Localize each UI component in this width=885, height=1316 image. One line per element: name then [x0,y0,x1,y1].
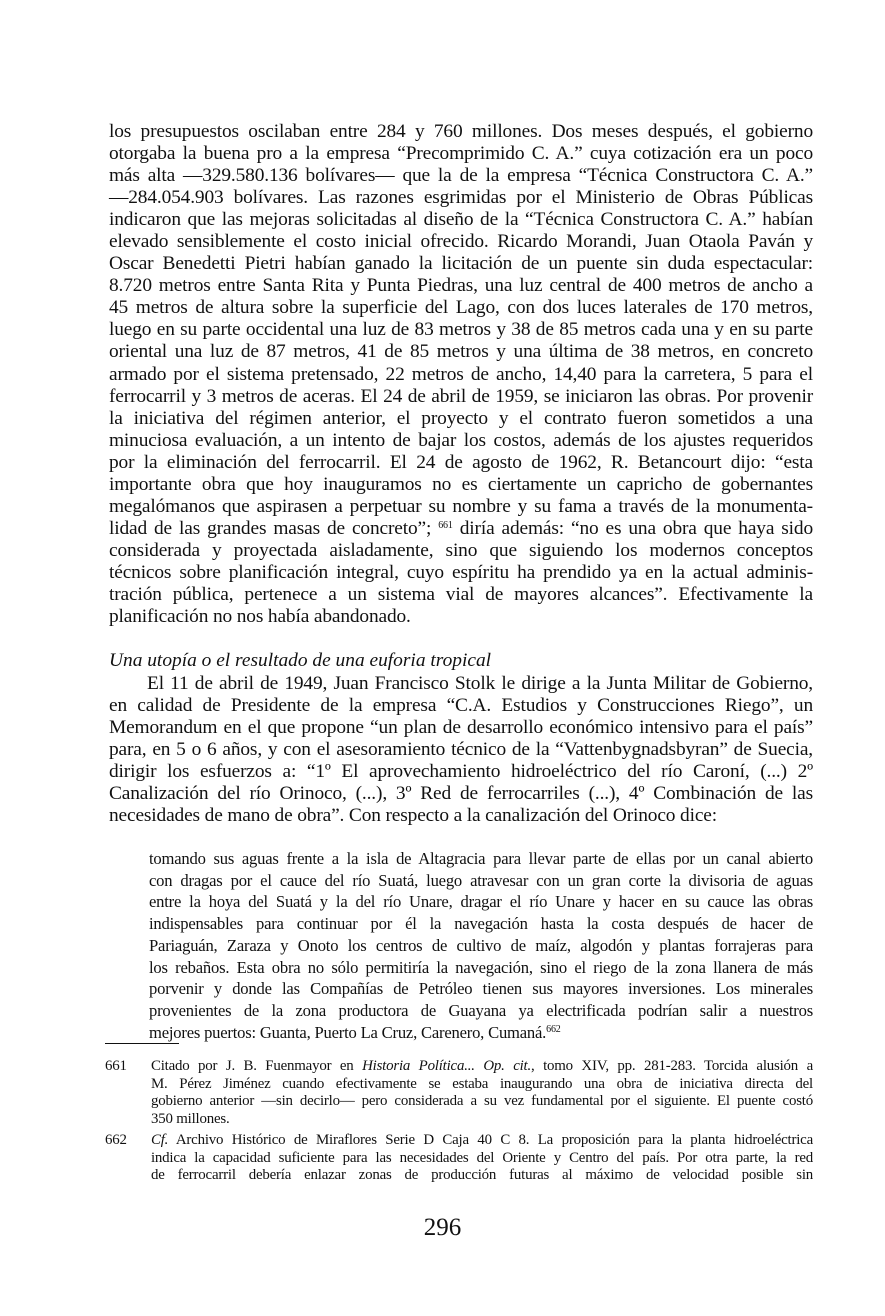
text-line: indicaron que las mejoras solicitadas al diseño de la “Técnica Constructora C. A.” habían [109,209,813,231]
paragraph-bridge-contract [109,121,813,628]
text-line: técnicos sobre planificación integral, cuyo espíritu ha prendido ya en la actual adminis- [109,561,813,583]
text-line: los presupuestos oscilaban entre 284 y 760 millones. Dos meses después, el gobierno [109,121,813,142]
quote-line: con dragas por el cauce del río Suatá, luego atravesar con un gran corte la divisoria de aguas [149,870,813,890]
text-line: dirigir los esfuerzos a: “1º El aprovechamiento hidroeléctrico del río Caroní, (...) 2º [109,761,813,783]
text-line: El 11 de abril de 1949, Juan Francisco Stolk le dirige a la Junta Militar de Gobierno, [147,673,813,694]
footnote-body [151,1132,813,1185]
quote-line: entre la hoya del Suatá y la del río Unare, dragar el río Unare y hacer en su cauce las obras [149,892,813,912]
footnote-separator [105,1043,179,1044]
text-segment: , tomo XIV, pp. 281-283. Torcida alusión a [531,1058,813,1074]
text-segment: lidad de las grandes masas de concreto”; [109,517,432,539]
quote-line: porvenir y donde las Compañías de Petróleo tienen sus mayores inversiones. Los minerales [149,979,813,999]
text-line: otorgaba la buena pro a la empresa “Precomprimido C. A.” cuya cotización era un poco [109,143,813,165]
footnote-line [151,1058,813,1076]
text-line: por la eliminación del ferrocarril. El 24 de agosto de 1962, R. Betancourt dijo: “esta [109,451,813,473]
text-line: Memorandum en el que propone “un plan de desarrollo económico intensivo para el país” [109,717,813,739]
quote-line: los rebaños. Esta obra no sólo permitiría la navegación, sino el riego de la zona llanera de más [149,957,813,977]
text-line: necesidades de mano de obra”. Con respecto a la canalización del Orinoco dice: [109,805,717,827]
text-line: considerada y proyectada aisladamente, sino que siguiendo los modernos conceptos [109,539,813,561]
footnote-body [151,1058,813,1129]
text-line: 8.720 metros entre Santa Rita y Punta Piedras, una luz central de 400 metros de ancho a [109,275,813,297]
text-line: la iniciativa del régimen anterior, el proyecto y el contrato fueron sometidos a una [109,407,813,429]
citation-title: Historia Política... Op. cit. [362,1058,531,1074]
text-line: Oscar Benedetti Pietri habían ganado la licitación de un puente sin duda espectacular: [109,253,813,275]
text-line: minuciosa evaluación, a un intento de bajar los costos, además de los ajustes requeridos [109,429,813,451]
text-line: 45 metros de altura sobre la superficie del Lago, con dos luces laterales de 170 metros, [109,297,813,319]
text-line: Canalización del río Orinoco, (...), 3º Red de ferrocarriles (...), 4º Combinación de las [109,783,813,805]
footnote-line: indica la capacidad suficiente para las necesidades del Oriente y Centro del país. Por otra parte, la red [151,1149,813,1166]
quote-line: provenientes de la zona productora de Guayana ya electrificada podrían salir a nuestros [149,1000,813,1020]
footnote-number: 662 [105,1132,127,1148]
page-number: 296 [423,1214,462,1241]
footnote-line: de ferrocarril debería enlazar zonas de producción futuras al máximo de velocidad posible sin [151,1167,813,1184]
text-line: —284.054.903 bolívares. Las razones esgrimidas por el Ministerio de Obras Públicas [109,187,813,209]
text-line: tración pública, pertenece a un sistema vial de mayores alcances”. Efectivamente la [109,583,813,605]
block-quote [149,848,813,1043]
footnote-661 [105,1058,813,1129]
text-line: megalómanos que aspirasen a perpetuar su nombre y su fama a través de la monumenta- [109,495,813,517]
text-line: armado por el sistema pretensado, 22 metros de ancho, 14,40 para la carretera, 5 para el [109,363,813,385]
text-line: más alta —329.580.136 bolívares— que la de la empresa “Técnica Constructora C. A.” [109,165,813,187]
quote-line: tomando sus aguas frente a la isla de Altagracia para llevar parte de ellas por un canal abierto [149,849,813,868]
text-line: planificación no nos había abandonado. [109,606,411,628]
text-line: ferrocarril y 3 metros de aceras. El 24 de abril de 1959, se iniciaron las obras. Por provenir [109,385,813,407]
section-heading: Una utopía o el resultado de una euforia tropical [109,650,492,671]
text-segment: Archivo Histórico de Miraflores Serie D Caja 40 C 8. La proposición para la planta hidroeléctrica [168,1132,813,1148]
footnote-line: M. Pérez Jiménez cuando efectivamente se estaba inaugurando una obra de iniciativa directa del [151,1075,813,1092]
footnote-line: gobierno anterior —sin decirlo— pero considerada a su vez fundamental por el siguiente. El puente costó [151,1093,813,1110]
footnote-ref-661[interactable]: 661 [438,519,453,531]
text-line: importante obra que hoy inauguramos no es ciertamente un capricho de gobernantes [109,473,813,495]
citation-abbrev: Cf. [151,1132,169,1148]
quote-line-with-footnote-ref [149,1022,813,1044]
footnote-ref-662[interactable]: 662 [546,1023,561,1035]
footnote-line [151,1132,813,1150]
footnote-662 [105,1132,813,1185]
text-line: en calidad de Presidente de la empresa “C.A. Estudios y Construcciones Riego”, un [109,695,813,717]
footnote-line: 350 millones. [151,1111,230,1128]
quote-line: Pariaguán, Zaraza y Onoto los centros de cultivo de maíz, algodón y plantas forrajeras para [149,935,813,955]
text-line: para, en 5 o 6 años, y con el asesoramiento técnico de la “Vattenbygnadsbyran” de Suecia, [109,739,813,761]
text-line: oriental una luz de 87 metros, 41 de 85 metros y una última de 38 metros, en concreto [109,341,813,363]
text-segment: diría además: “no es una obra que haya sido [452,517,813,539]
text-line: elevado sensiblemente el costo inicial ofrecido. Ricardo Morandi, Juan Otaola Paván y [109,231,813,253]
quote-line: indispensables para continuar por él la navegación hasta la costa después de hacer de [149,914,813,934]
footnote-number: 661 [105,1058,127,1074]
text-segment: mejores puertos: Guanta, Puerto La Cruz, Carenero, Cumaná. [149,1022,547,1042]
text-line: luego en su parte occidental una luz de 83 metros y 38 de 85 metros cada una y en su parte [109,319,813,341]
paragraph-stolk-memorandum [109,673,813,827]
text-line-with-footnote-ref [109,518,813,540]
text-segment: Citado por J. B. Fuenmayor en [151,1058,363,1074]
